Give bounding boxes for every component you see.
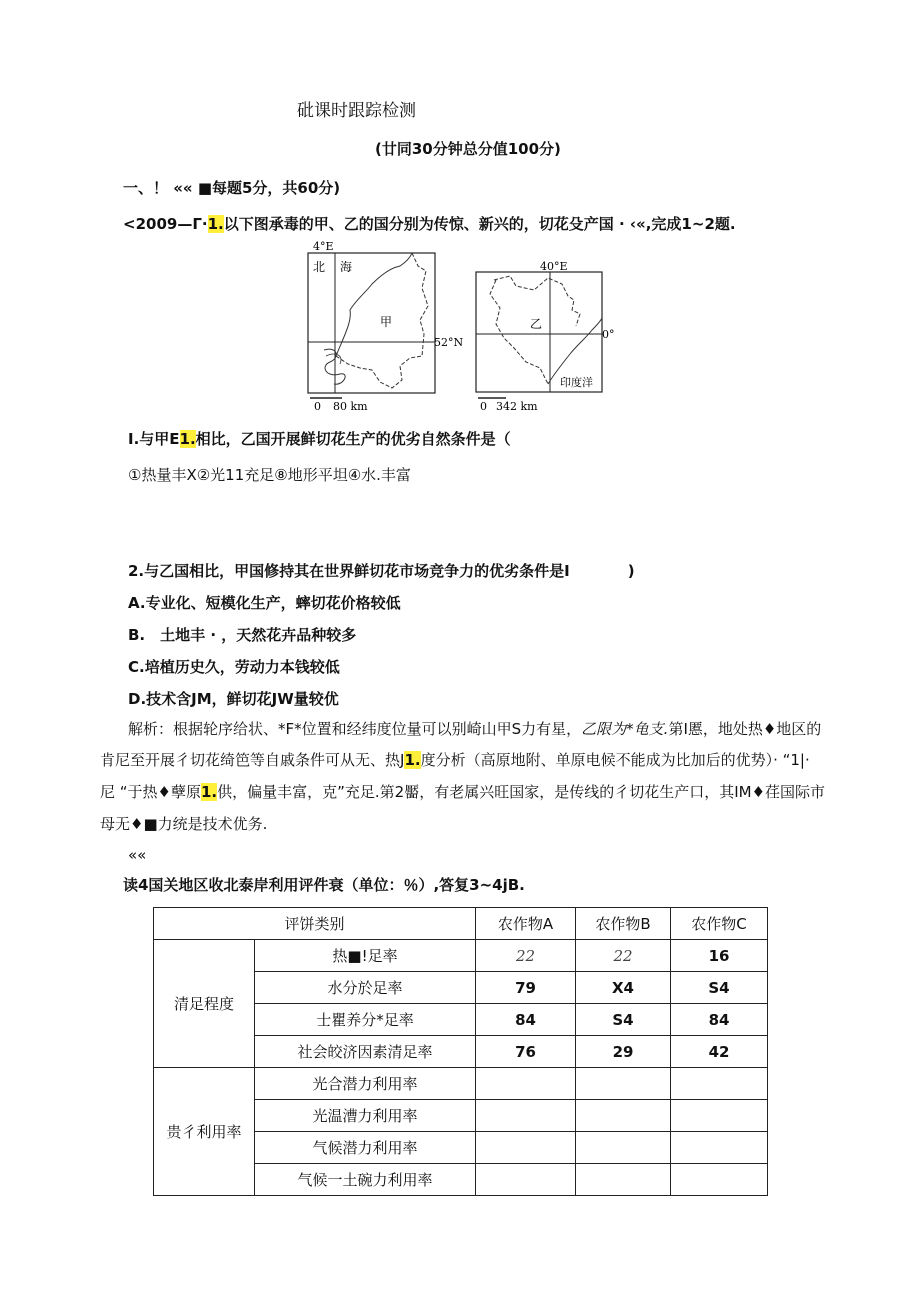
cell-c bbox=[671, 1132, 768, 1164]
row-label: 气候一土碗力利用率 bbox=[255, 1164, 476, 1196]
row-label: 士瞿养分*足率 bbox=[255, 1004, 476, 1036]
map1-country-label: 甲 bbox=[380, 315, 393, 329]
question-1 bbox=[128, 428, 511, 449]
cell-b bbox=[576, 1164, 671, 1196]
map2-scale-label: 342 km bbox=[496, 400, 538, 413]
analysis-3b: 供，偏量丰富，克”充足.第2靨，有老属兴旺国家，是传线的彳切花生产口，其IM♦荏国际市 bbox=[217, 783, 826, 801]
q2-option-d: D.技术含JM，鲜切花JW量较优 bbox=[128, 690, 339, 708]
cell-c: 16 bbox=[671, 940, 768, 972]
row-label: 水分於足率 bbox=[255, 972, 476, 1004]
header-crop-a: 农作物A bbox=[476, 908, 576, 940]
q1-text: 相比，乙国开展鲜切花生产的优劣自然条件是（ bbox=[195, 430, 511, 448]
analysis-2a: 肯尼至开展彳切花绮笆等自戚条件可从无、热J bbox=[100, 751, 405, 769]
page-title: 砒课时跟踪检测 bbox=[297, 101, 416, 121]
table-intro: 读4国关地区收北泰岸利用评件衰（单位：％）,答复3~4jB. bbox=[123, 876, 525, 894]
table-header-row bbox=[154, 908, 768, 940]
row-label: 社会皎济因素清足率 bbox=[255, 1036, 476, 1068]
analysis-line-1 bbox=[128, 718, 821, 739]
map2-ocean-label: 印度洋 bbox=[560, 376, 593, 389]
map1-scale-label: 80 km bbox=[333, 400, 368, 413]
cell-a bbox=[476, 1100, 576, 1132]
cell-a: 84 bbox=[476, 1004, 576, 1036]
analysis-2b: 度分析（高原地附、单原电候不能成为比加后的优势）· “1|· bbox=[420, 751, 810, 769]
cell-a bbox=[476, 1068, 576, 1100]
row-label: 热■!足率 bbox=[255, 940, 476, 972]
table-row bbox=[154, 940, 768, 972]
intro-highlight: 1. bbox=[207, 215, 224, 233]
map1-lat-label: 52°N bbox=[434, 336, 464, 349]
analysis-line-3 bbox=[100, 781, 825, 802]
cell-c: S4 bbox=[671, 972, 768, 1004]
table-row bbox=[154, 1068, 768, 1100]
cell-c: 84 bbox=[671, 1004, 768, 1036]
q1-options: ①热量丰X②光11充足⑧地形平坦④水.丰富 bbox=[128, 466, 411, 484]
cell-b bbox=[576, 1068, 671, 1100]
map1-scale-zero: 0 bbox=[314, 400, 321, 413]
map1-lon-label: 4°E bbox=[313, 240, 334, 253]
marks: «« bbox=[128, 846, 147, 864]
row-label: 光温漕力利用率 bbox=[255, 1100, 476, 1132]
analysis-3-highlight: 1. bbox=[201, 783, 218, 801]
intro-prefix: <2009—Γ· bbox=[123, 215, 208, 233]
cell-b: X4 bbox=[576, 972, 671, 1004]
subtitle: (廿同30分钟总分值100分) bbox=[375, 140, 561, 158]
map2-lat-label: 0° bbox=[602, 328, 615, 341]
cell-b: 22 bbox=[576, 940, 671, 972]
analysis-3a: 尼 “于热♦孽原 bbox=[100, 783, 201, 801]
analysis-line-2 bbox=[100, 749, 810, 770]
cell-b: 29 bbox=[576, 1036, 671, 1068]
map1-sea-label-1: 北 bbox=[313, 260, 326, 274]
cell-c bbox=[671, 1100, 768, 1132]
q2-option-b: B. 土地丰 · ，天然花卉品种较多 bbox=[128, 626, 357, 644]
q2-close: ) bbox=[627, 562, 635, 580]
analysis-2-highlight: 1. bbox=[404, 751, 421, 769]
analysis-1b: 乙限为*龟支. bbox=[581, 720, 669, 738]
map2-country-label: 乙 bbox=[530, 317, 543, 331]
section-heading: 一、！ «« ■每题5分，共60分) bbox=[123, 179, 341, 197]
cell-a bbox=[476, 1132, 576, 1164]
analysis-1c: 第I慝，地处热♦地区的 bbox=[668, 720, 822, 738]
cell-b bbox=[576, 1132, 671, 1164]
header-crop-c: 农作物C bbox=[671, 908, 768, 940]
cell-c bbox=[671, 1164, 768, 1196]
cell-a: 76 bbox=[476, 1036, 576, 1068]
analysis-line-4: 母无♦■力统是技术优务. bbox=[100, 815, 268, 833]
row-label: 气候潜力利用率 bbox=[255, 1132, 476, 1164]
cell-b bbox=[576, 1100, 671, 1132]
map2-lon-label: 40°E bbox=[540, 260, 568, 273]
analysis-1a: 解析：根据轮序给状、*F*位置和经纬度位量可以别崎山甲S力有星， bbox=[128, 720, 582, 738]
cell-a: 79 bbox=[476, 972, 576, 1004]
q1-highlight: 1. bbox=[179, 430, 196, 448]
cell-c bbox=[671, 1068, 768, 1100]
map2-scale-zero: 0 bbox=[480, 400, 487, 413]
question-2 bbox=[128, 560, 635, 581]
header-category: 评饼类别 bbox=[154, 908, 476, 940]
cell-c: 42 bbox=[671, 1036, 768, 1068]
q2-option-c: C.培植历史久，劳动力本钱较低 bbox=[128, 658, 340, 676]
cell-a: 22 bbox=[476, 940, 576, 972]
q2-option-a: A.专业化、短模化生产，蟀切花价格较低 bbox=[128, 594, 401, 612]
group-label-satisfaction: 清足程度 bbox=[154, 940, 255, 1068]
map-jia bbox=[308, 240, 463, 413]
intro-text: 以下图承毒的甲、乙的国分别为传惊、新兴的，切花殳产国 · ‹«,完成1~2题. bbox=[223, 215, 736, 233]
maps-figure bbox=[300, 238, 620, 414]
cell-a bbox=[476, 1164, 576, 1196]
cell-b: S4 bbox=[576, 1004, 671, 1036]
q2-text: 2.与乙国相比，甲国修持其在世界鲜切花市场竞争力的优劣条件是I bbox=[128, 562, 570, 580]
q1-prefix: I.与甲E bbox=[128, 430, 180, 448]
map1-sea-label-2: 海 bbox=[340, 260, 353, 274]
row-label: 光合潜力利用率 bbox=[255, 1068, 476, 1100]
header-crop-b: 农作物B bbox=[576, 908, 671, 940]
group-label-utilization: 贵彳利用率 bbox=[154, 1068, 255, 1196]
data-table bbox=[153, 907, 768, 1196]
intro-line bbox=[123, 213, 736, 234]
map-yi bbox=[476, 260, 615, 413]
